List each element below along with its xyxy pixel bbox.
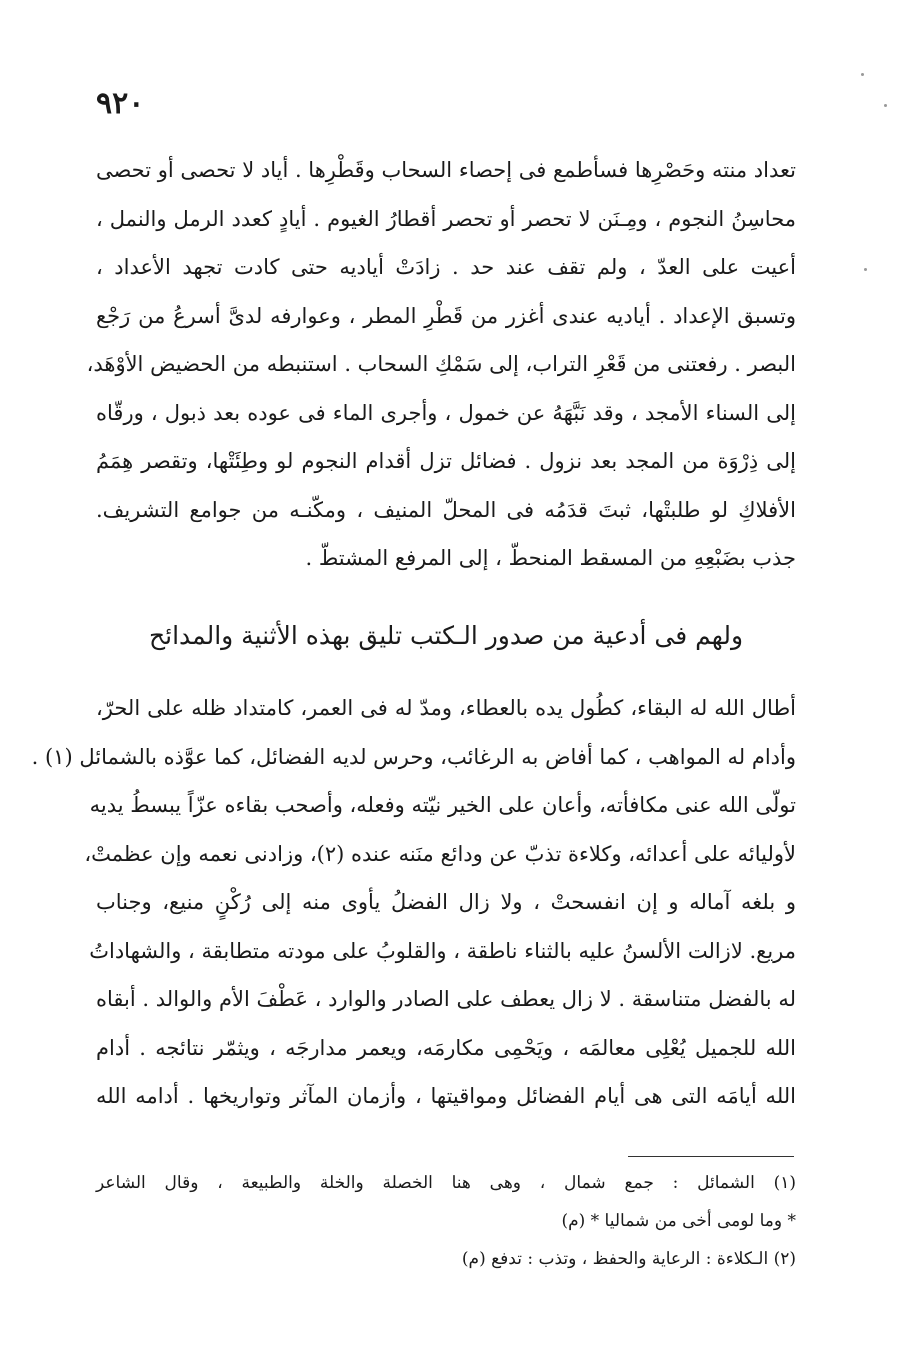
footnote-1-verse: * وما لومى أخى من شماليا * (م) [561, 1211, 796, 1231]
text-line: الأفلاكِ لو طلبتْها، ثبتَ قدَمُه فى المحلّ المنيف ، ومكّنـه من جوامع التشريف. [96, 497, 796, 522]
text-line: إلى ذِرْوَة من المجد بعد نزول . فضائل تزل أقدام النجوم لو وطِئَتْها، وتقصر هِمَمُ [96, 449, 796, 473]
text-line: وأدام له المواهب ، كما أفاض به الرغائب، وحرس لديه الفضائل، كما عوَّذه بالشمائل (١) . [31, 744, 796, 769]
text-line: و بلغه آماله و إن انفسحتْ ، ولا زال الفضلُ يأوى منه إلى رُكْنٍ منيع، وجناب [96, 890, 796, 914]
footnotes [96, 1164, 796, 1278]
text-line: لأوليائه على أعدائه، وكلاءة تذبّ عن ودائع منَنه عنده (٢)، وزادنى نعمه وإن عظمتْ، [84, 841, 796, 866]
text-line: أطال الله له البقاء، كطُول يده بالعطاء، ومدّ له فى العمر، كامتداد ظله على الحرّ، [96, 696, 796, 720]
text-line: الله للجميل يُعْلِى معالمَه ، ويَحْمِى مكارمَه، ويعمر مدارجَه ، ويثمّر نتائجه . أدام [96, 1035, 796, 1060]
text-line: وتسبق الإعداد . أياديه عندى أغزر من قَطْرِ المطر ، وعوارفه لدىَّ أسرعُ من رَجْع [96, 303, 796, 328]
text-line: أعيت على العدّ ، ولم تقف عند حد . زادَتْ أياديه حتى كادت تجهد الأعداد ، [96, 255, 796, 279]
scan-speck [884, 104, 887, 107]
text-line: البصر . رفعتنى من قَعْرِ التراب، إلى سَمْكِ السحاب . استنبطه من الحضيض الأوْهَد، [86, 352, 796, 376]
paragraph-praise [86, 146, 796, 583]
footnote-2: (٢) الـكلاءة : الرعاية والحفظ ، وتذب : تدفع (م) [461, 1249, 796, 1269]
page-number: ٩٢٠ [96, 86, 145, 121]
section-heading: ولهم فى أدعية من صدور الـكتب تليق بهذه الأثنية والمدائح [148, 621, 744, 650]
text-line: محاسِنُ النجوم ، ومِـنَن لا تحصر أو تحصر أقطارُ الغيوم . أيادٍ كعدد الرمل والنمل ، [96, 206, 796, 231]
scan-speck [864, 268, 867, 271]
footnote-divider [628, 1156, 794, 1157]
scan-speck [861, 73, 864, 76]
text-line: الله أيامَه التى هى أيام الفضائل ومواقيتها ، وأزمان المآثر وتواريخها . أدامه الله [96, 1084, 796, 1108]
footnote-1: (١) الشمائل : جمع شمال ، وهى هنا الخصلة والخلة والطبيعة ، وقال الشاعر [96, 1173, 796, 1193]
text-line: إلى السناء الأمجد ، وقد نَبَّهَهُ عن خمول ، وأجرى الماء فى عوده بعد ذبول ، ورقّاه [96, 400, 796, 425]
text-line: له بالفضل متناسقة . لا زال يعطف على الصادر والوارد ، عَطْفَ الأم والوالد . أبقاه [96, 987, 796, 1011]
paragraph-supplications [31, 684, 796, 1121]
text-line: مريع. لازالت الألسنُ عليه بالثناء ناطقة ، والقلوبُ على مودته متطابقة ، والشهاداتُ [89, 938, 796, 963]
text-line: جذب بضَبْعِهِ من المسقط المنحطّ ، إلى المرفع المشتطّ . [305, 546, 796, 570]
text-line: تولّى الله عنى مكافأته، وأعان على الخير نيّته وفعله، وأصحب بقاءه عزّاً يبسطُ يديه [89, 793, 796, 817]
text-line: تعداد منته وحَصْرِها فسأطمع فى إحصاء السحاب وقَطْرِها . أياد لا تحصى أو تحصى [95, 158, 796, 182]
